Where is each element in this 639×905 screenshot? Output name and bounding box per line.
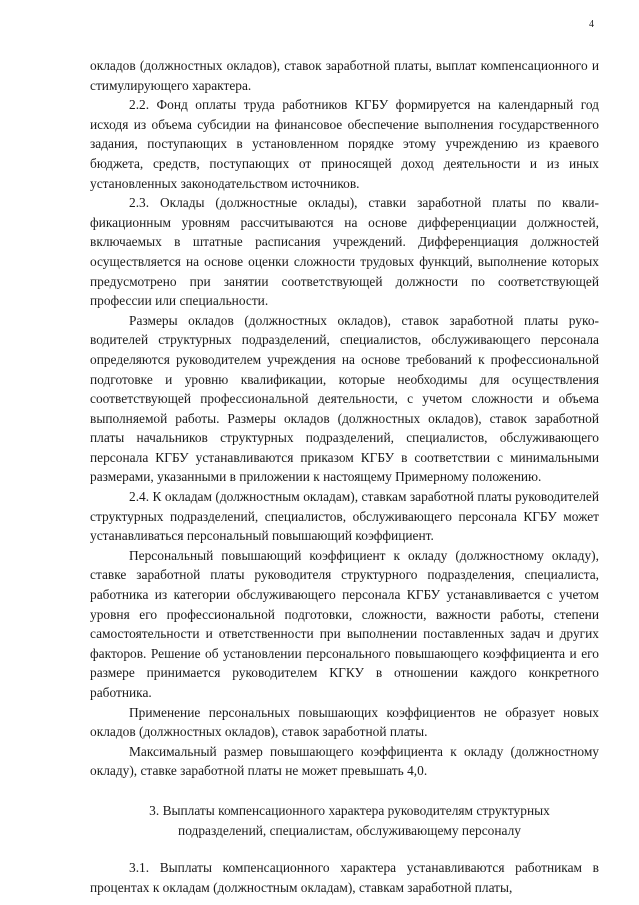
section-3-heading-line-2: подразделений, специалистам, обслуживающему персоналу (178, 822, 521, 838)
paragraph-personal-coefficient: Персональный повышающий коэффициент к окладу (должностному окладу), ставке заработной платы руководителя структурного подразделения, специалиста, работника из категории обслуживающего персонала КГБУ устанавливается с учетом уровня его профессиональной подготовки, сложности, важности работы, степени самостоятельности и ответственности при выполнении поставленных задач и других факторов. Решение об установлении персонального повышающего коэффициента и его размере принимается руководителем КГКУ в отношении каждого конкретного работника. (90, 547, 599, 700)
paragraph-salary-sizes: Размеры окладов (должностных окладов), ставок заработной платы руководителей структурных подразделений, специалистов, обслуживающего персонала определяются руководителем учреждения на основе требований к профессиональной подготовке и уровню квалификации, которые необходимы для осуществления соответствующей профессиональной деятельности, с учетом сложности и объема выполняемой работы. Размеры окладов (должностных окладов), ставок заработной платы начальников структурных подразделений, специалистов, обслуживающего персонала КГБУ устанавливаются приказом КГБУ в соответствии с минимальными размерами, указанными в приложении к настоящему Примерному положению. (90, 312, 599, 485)
paragraph-continuation: окладов (должностных окладов), ставок заработной платы, выплат компенсационного и стимулирующего характера. (90, 58, 599, 93)
paragraph-2-2: 2.2. Фонд оплаты труда работников КГБУ формируется на календарный год исходя из объема субсидии на финансовое обеспечение выполнения государственного задания, поступающих в установленном порядке этому учреждению из краевого бюджета, средств, поступающих от приносящей доход деятельности и из иных установленных законодательством источников. (90, 97, 599, 191)
document-body (90, 56, 599, 897)
paragraph-2-4: 2.4. К окладам (должностным окладам), ставкам заработной платы руководителей структурных подразделений, специалистов, обслуживающего персонала КГБУ может устанавливаться персональный повышающий коэффициент. (90, 489, 599, 544)
section-3-heading-line-1: 3. Выплаты компенсационного характера руководителям структурных (149, 802, 550, 818)
paragraph-2-3: 2.3. Оклады (должностные оклады), ставки заработной платы по квалификационным уровням рассчитываются на основе дифференциации должностей, включаемых в штатные расписания учреждений. Дифференциация должностей осуществляется на основе оценки сложности трудовых функций, выполнение которых предусмотрено при занятии соответствующей должности по соответствующей профессии или специальности. (90, 195, 599, 309)
paragraph-coefficient-application: Применение персональных повышающих коэффициентов не образует новых окладов (должностных окладов), ставок заработной платы. (90, 704, 599, 740)
paragraph-3-1: 3.1. Выплаты компенсационного характера устанавливаются работникам в процентах к окладам (должностным окладам), ставкам заработной платы, (90, 860, 599, 895)
paragraph-max-coefficient: Максимальный размер повышающего коэффициента к окладу (должностному окладу), ставке заработной платы не может превышать 4,0. (90, 743, 599, 779)
page-number: 4 (589, 19, 594, 30)
